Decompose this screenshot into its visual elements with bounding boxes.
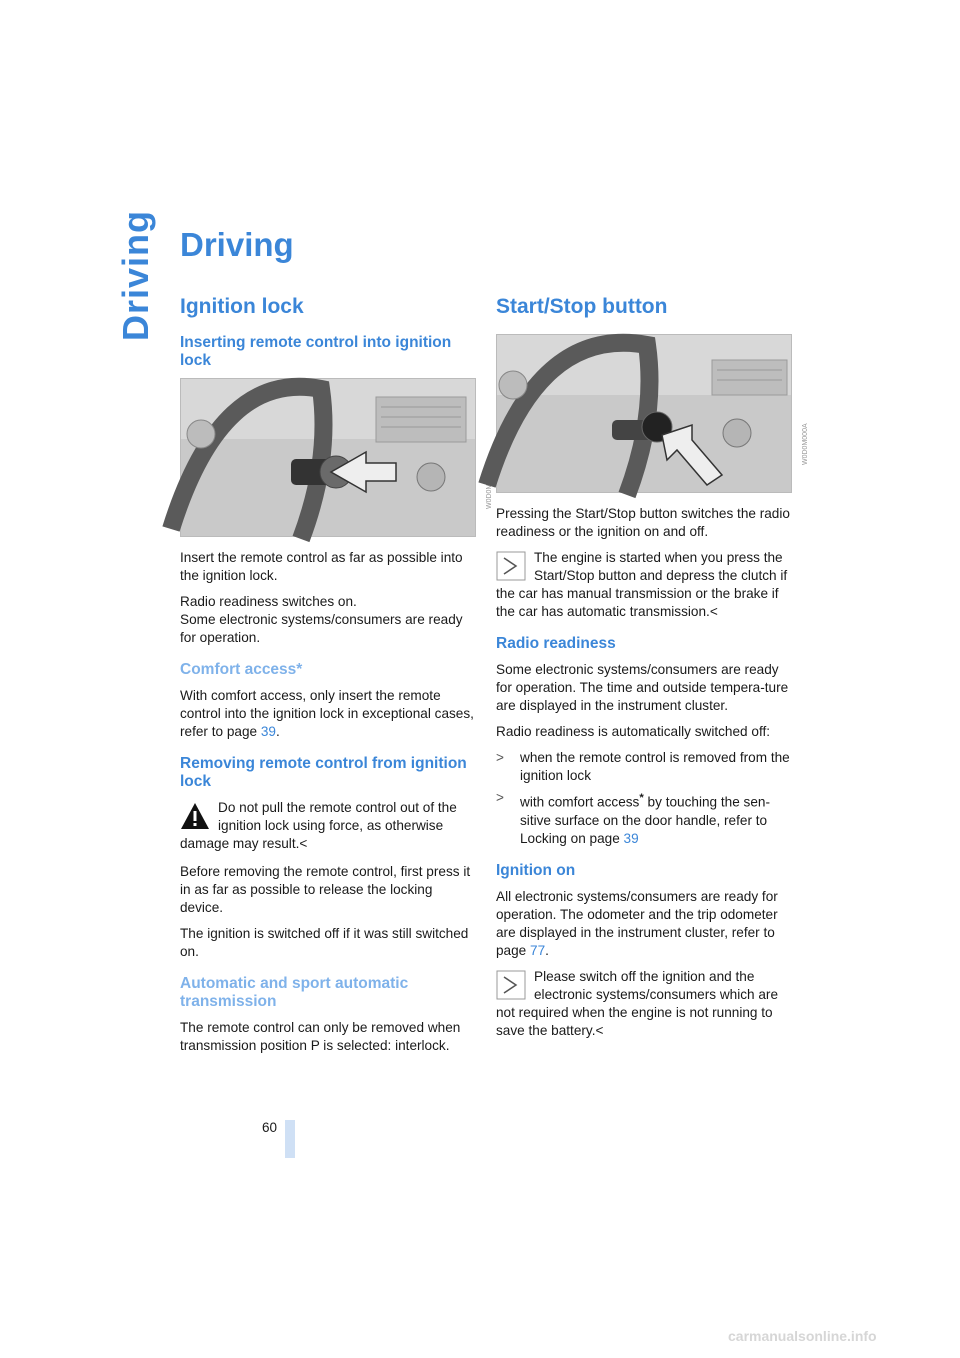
- page-link-39[interactable]: 39: [260, 724, 276, 739]
- paragraph-radio-off: Radio readiness is automatically switched off:: [496, 724, 771, 739]
- list-item: [496, 789, 790, 848]
- note-switch-text: Please switch off the ignition and the electronic systems/consumers which are not required when the engine is not running to save the battery.: [496, 968, 779, 1038]
- text-radio-on: Radio readiness switches on.: [180, 594, 357, 609]
- ignition-lock-photo: [180, 378, 493, 537]
- bullet-list: [496, 749, 790, 848]
- page-bar: [285, 1120, 295, 1158]
- warning-triangle-icon: [180, 801, 210, 831]
- asterisk: *: [639, 792, 644, 804]
- paragraph-comfort: [180, 687, 476, 741]
- page-number: 60: [262, 1120, 278, 1135]
- page-link-77[interactable]: 77: [530, 942, 546, 958]
- warning-note: [180, 799, 476, 853]
- list-item: [496, 749, 790, 785]
- end-mark: <: [299, 836, 308, 851]
- bullet-marker: >: [496, 790, 504, 805]
- bullet-marker: >: [496, 750, 504, 765]
- paragraph-insert: Insert the remote control as far as possible into the ignition lock.: [180, 550, 463, 583]
- note-arrow-icon: [496, 970, 526, 1000]
- page-link-39b[interactable]: 39: [623, 830, 639, 846]
- subheading-ignition-on: Ignition on: [496, 861, 576, 879]
- paragraph-before-removing: Before removing the remote control, first press it in as far as possible to release the locking device.: [180, 864, 471, 915]
- section-heading-ignition-lock: Ignition lock: [180, 295, 304, 318]
- note-switch-off: [496, 968, 790, 1040]
- photo-code: W0D0M000A: [486, 467, 493, 509]
- start-stop-photo: [496, 334, 809, 493]
- section-heading-start-stop: Start/Stop button: [496, 295, 668, 318]
- text-systems-ready: Some electronic systems/consumers are ready for operation.: [180, 612, 463, 645]
- subheading-automatic: Automatic and sport automatic transmission: [180, 975, 409, 1010]
- end-mark-2: <: [709, 604, 718, 619]
- paragraph-pressing: Pressing the Start/Stop button switches the radio readiness or the ignition on and off.: [496, 506, 790, 539]
- right-column: [496, 290, 809, 1050]
- note-arrow-icon: [496, 551, 526, 581]
- subheading-removing: Removing remote control from ignition lock: [180, 755, 467, 790]
- subheading-comfort-access: Comfort access*: [180, 661, 303, 678]
- bullet-text-2b: by touching the sen-sitive surface on the door handle, refer to Locking on page: [520, 794, 770, 846]
- note-engine: [496, 549, 790, 621]
- ignition-on-end: .: [545, 942, 549, 958]
- paragraph-ignition-on: [496, 888, 790, 960]
- paragraph-switched-off: The ignition is switched off if it was still switched on.: [180, 926, 469, 959]
- comfort-end: .: [275, 724, 280, 739]
- warning-text: Do not pull the remote control out of the ignition lock using force, as otherwise damage may result.: [180, 800, 457, 851]
- subheading-inserting: Inserting remote control into ignition lock: [180, 334, 452, 369]
- chapter-title: Driving: [180, 226, 294, 263]
- note-engine-text: The engine is started when you press the Start/Stop button and depress the clutch if the car has manual transmission or the brake if the car has automatic transmission.: [496, 550, 788, 619]
- ignition-on-text: All electronic systems/consumers are ready for operation. The odometer and the trip odometer are displayed in the instrument cluster, refer to page: [496, 888, 778, 958]
- bullet-text-2a: with comfort access: [520, 794, 640, 810]
- side-tab: [114, 209, 158, 341]
- bullet-text-1: when the remote control is removed from the ignition lock: [520, 750, 790, 783]
- comfort-text: With comfort access, only insert the remote control into the ignition lock in exceptional cases, refer to page: [180, 688, 474, 739]
- paragraph-automatic: The remote control can only be removed when transmission position P is selected: interlock.: [180, 1020, 461, 1053]
- end-mark-3: <: [595, 1022, 604, 1038]
- paragraph-radio-readiness: [180, 593, 476, 647]
- subheading-radio-readiness: Radio readiness: [496, 635, 616, 652]
- photo-code-2: W0D0M000A: [802, 423, 809, 465]
- paragraph-radio: Some electronic systems/consumers are ready for operation. The time and outside tempera-ture are displayed in the instrument cluster.: [496, 662, 789, 713]
- watermark: carmanualsonline.info: [728, 1328, 877, 1344]
- left-column: [180, 290, 493, 1063]
- side-tab-label: Driving: [115, 209, 156, 341]
